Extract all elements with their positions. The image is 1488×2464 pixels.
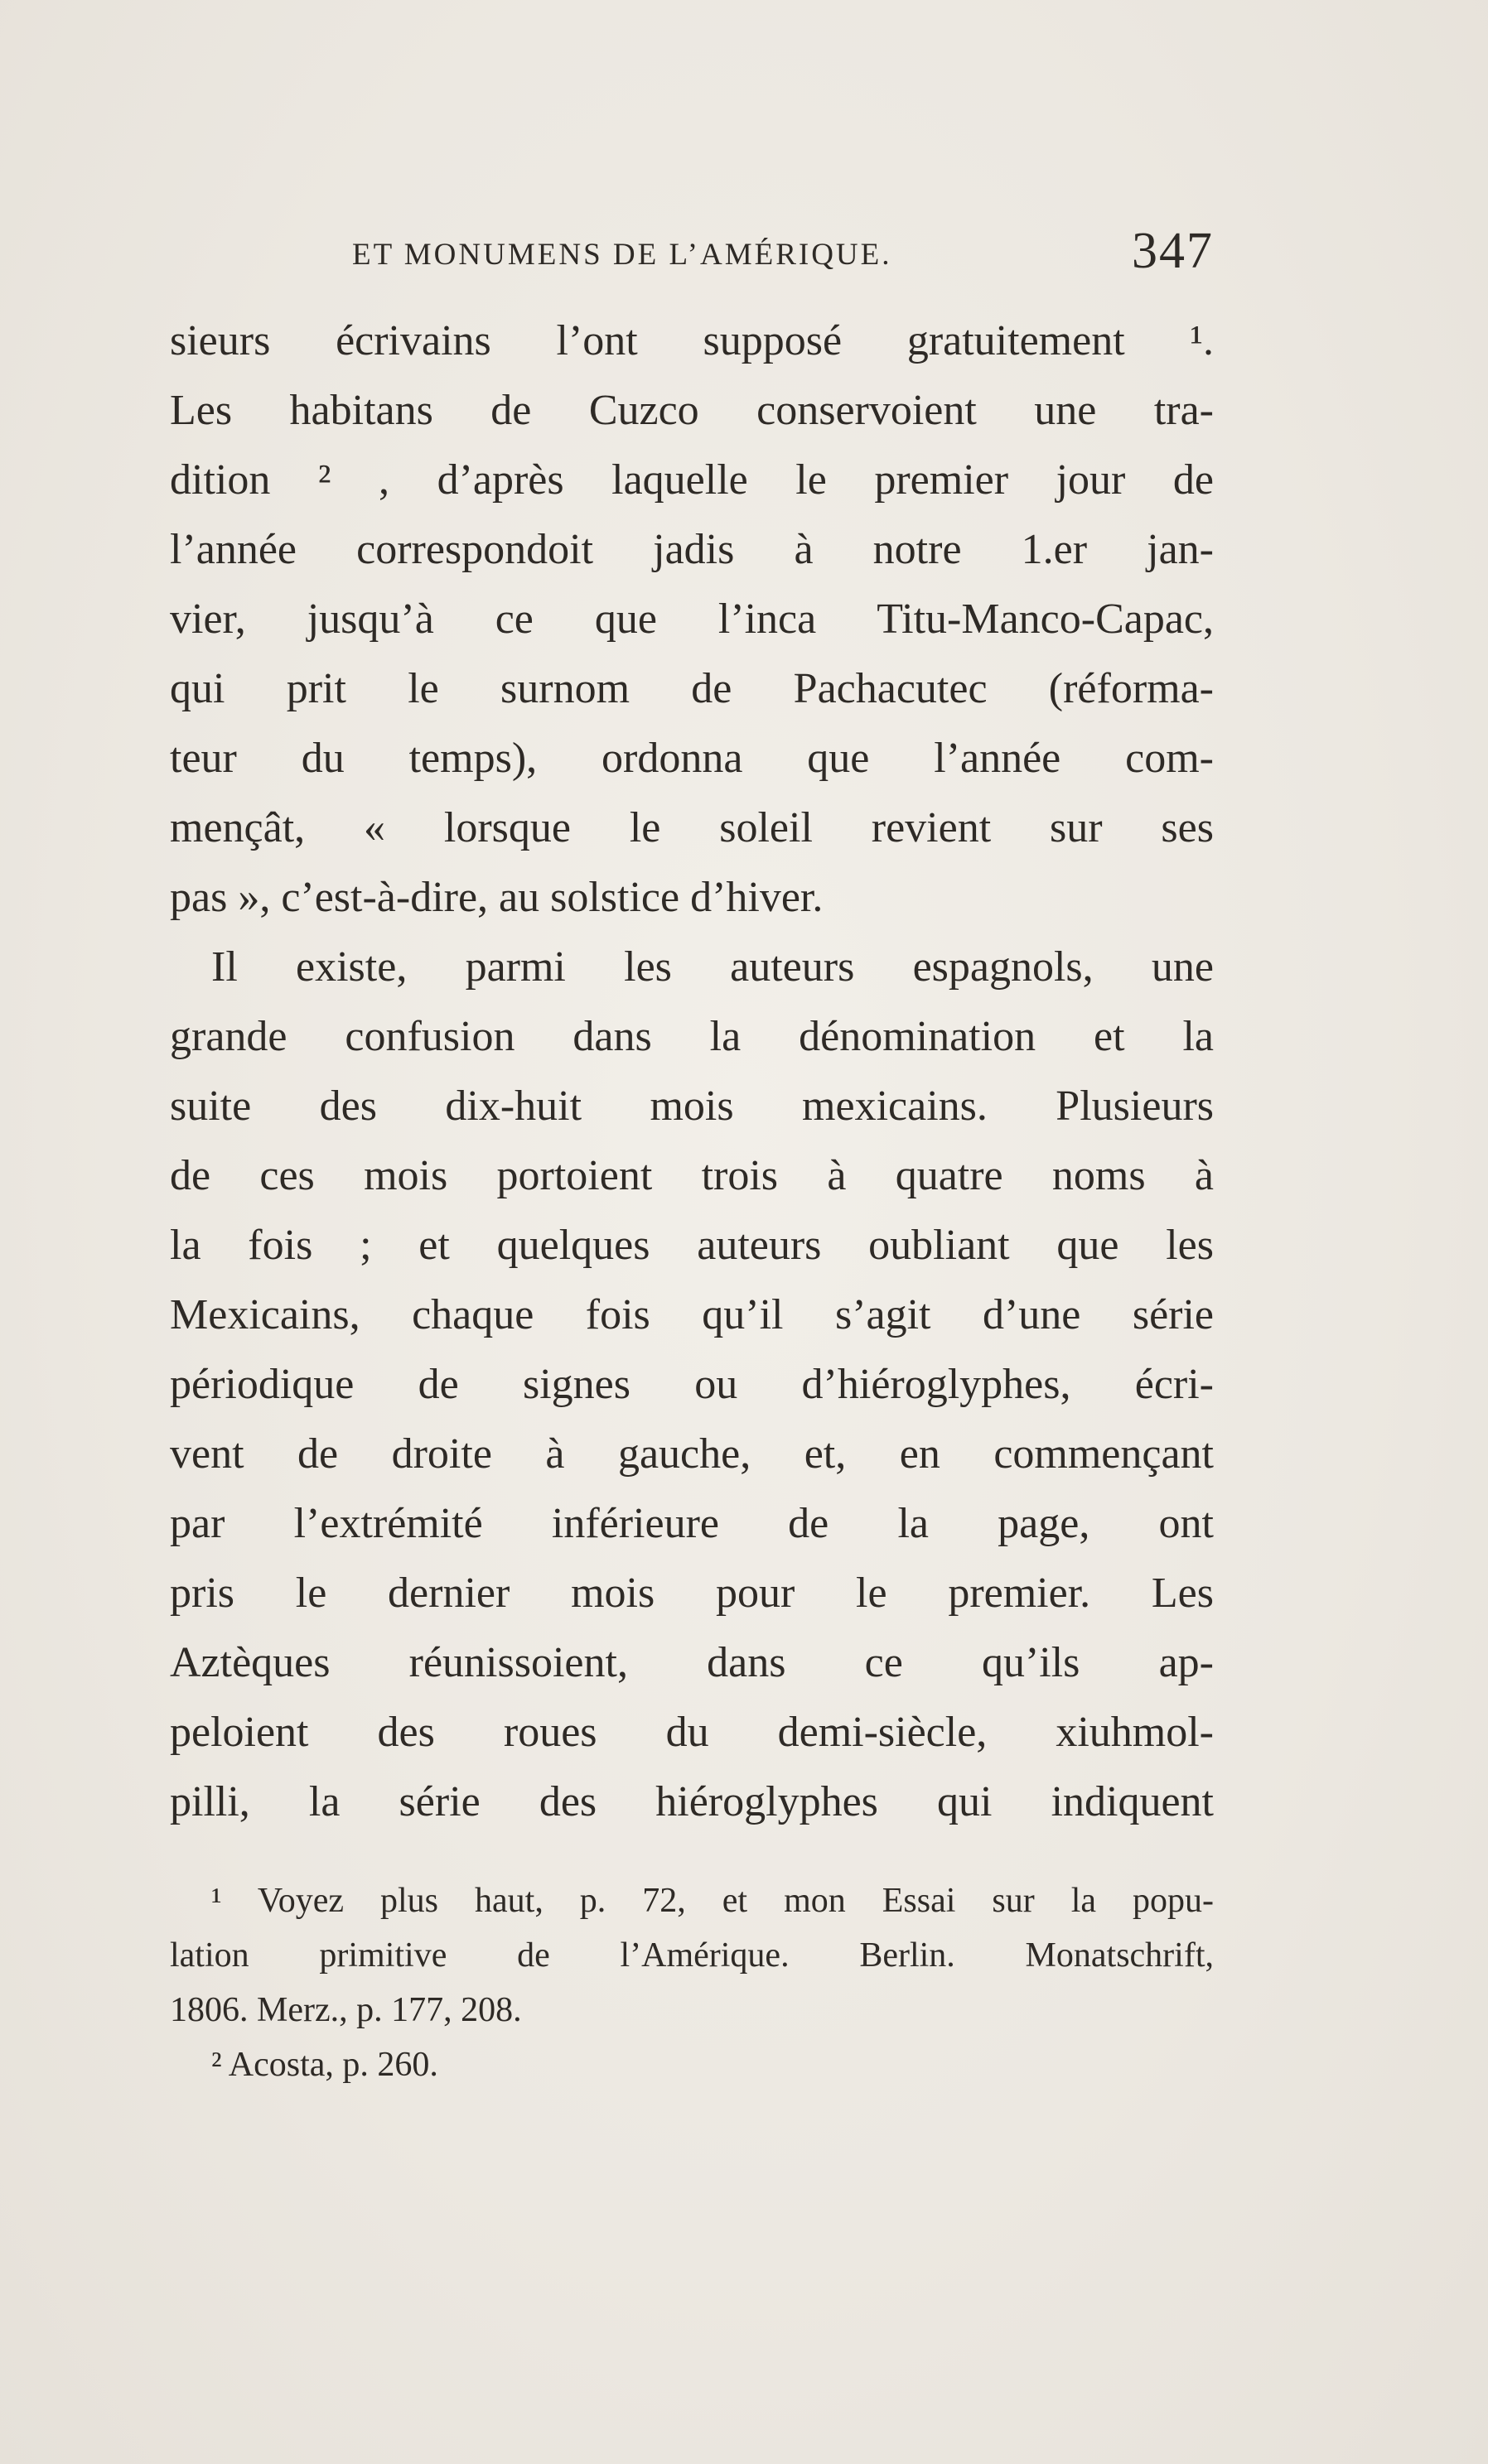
text-line: par l’extrémité inférieure de la page, ont <box>170 1500 1214 1547</box>
text-line: pilli, la série des hiéroglyphes qui indiquent <box>170 1778 1214 1825</box>
text-line: pas », c’est-à-dire, au solstice d’hiver. <box>170 874 824 921</box>
page-number: 347 <box>1132 223 1214 279</box>
page-header <box>352 222 1214 288</box>
footnote-line: 1806. Merz., p. 177, 208. <box>170 1991 522 2029</box>
footnote-line: lation primitive de l’Amérique. Berlin. Monatschrift, <box>170 1936 1214 1975</box>
text-line: Aztèques réunissoient, dans ce qu’ils ap- <box>170 1639 1214 1686</box>
text-line: suite des dix-huit mois mexicains. Plusieurs <box>170 1083 1214 1130</box>
text-line: qui prit le surnom de Pachacutec (réforma- <box>170 665 1214 712</box>
footnote-line: ² Acosta, p. 260. <box>211 2046 438 2084</box>
text-line: mençât, « lorsque le soleil revient sur ses <box>170 804 1214 851</box>
text-line: périodique de signes ou d’hiéroglyphes, écri- <box>170 1361 1214 1408</box>
text-line: grande confusion dans la dénomination et la <box>170 1013 1214 1060</box>
text-line: la fois ; et quelques auteurs oubliant que les <box>170 1222 1214 1269</box>
body-text <box>170 306 1214 1837</box>
text-line: vier, jusqu’à ce que l’inca Titu-Manco-Capac, <box>170 596 1214 643</box>
text-line: de ces mois portoient trois à quatre noms à <box>170 1152 1214 1199</box>
text-line: teur du temps), ordonna que l’année com- <box>170 735 1214 782</box>
text-line: pris le dernier mois pour le premier. Les <box>170 1570 1214 1617</box>
text-line: peloient des roues du demi-siècle, xiuhmol- <box>170 1709 1214 1756</box>
text-line: vent de droite à gauche, et, en commençant <box>170 1430 1214 1478</box>
text-line: Mexicains, chaque fois qu’il s’agit d’une série <box>170 1291 1214 1338</box>
text-line: dition ² , d’après laquelle le premier jour de <box>170 456 1214 504</box>
text-line: Il existe, parmi les auteurs espagnols, une <box>211 943 1214 991</box>
text-line: sieurs écrivains l’ont supposé gratuitement ¹. <box>170 317 1214 364</box>
text-line: Les habitans de Cuzco conservoient une tra- <box>170 387 1214 434</box>
running-head: ET MONUMENS DE L’AMÉRIQUE. <box>352 238 892 272</box>
text-line: l’année correspondoit jadis à notre 1.er jan- <box>170 526 1214 573</box>
footnote-line: ¹ Voyez plus haut, p. 72, et mon Essai sur la popu- <box>211 1882 1214 1920</box>
footnotes <box>170 1873 1214 2092</box>
